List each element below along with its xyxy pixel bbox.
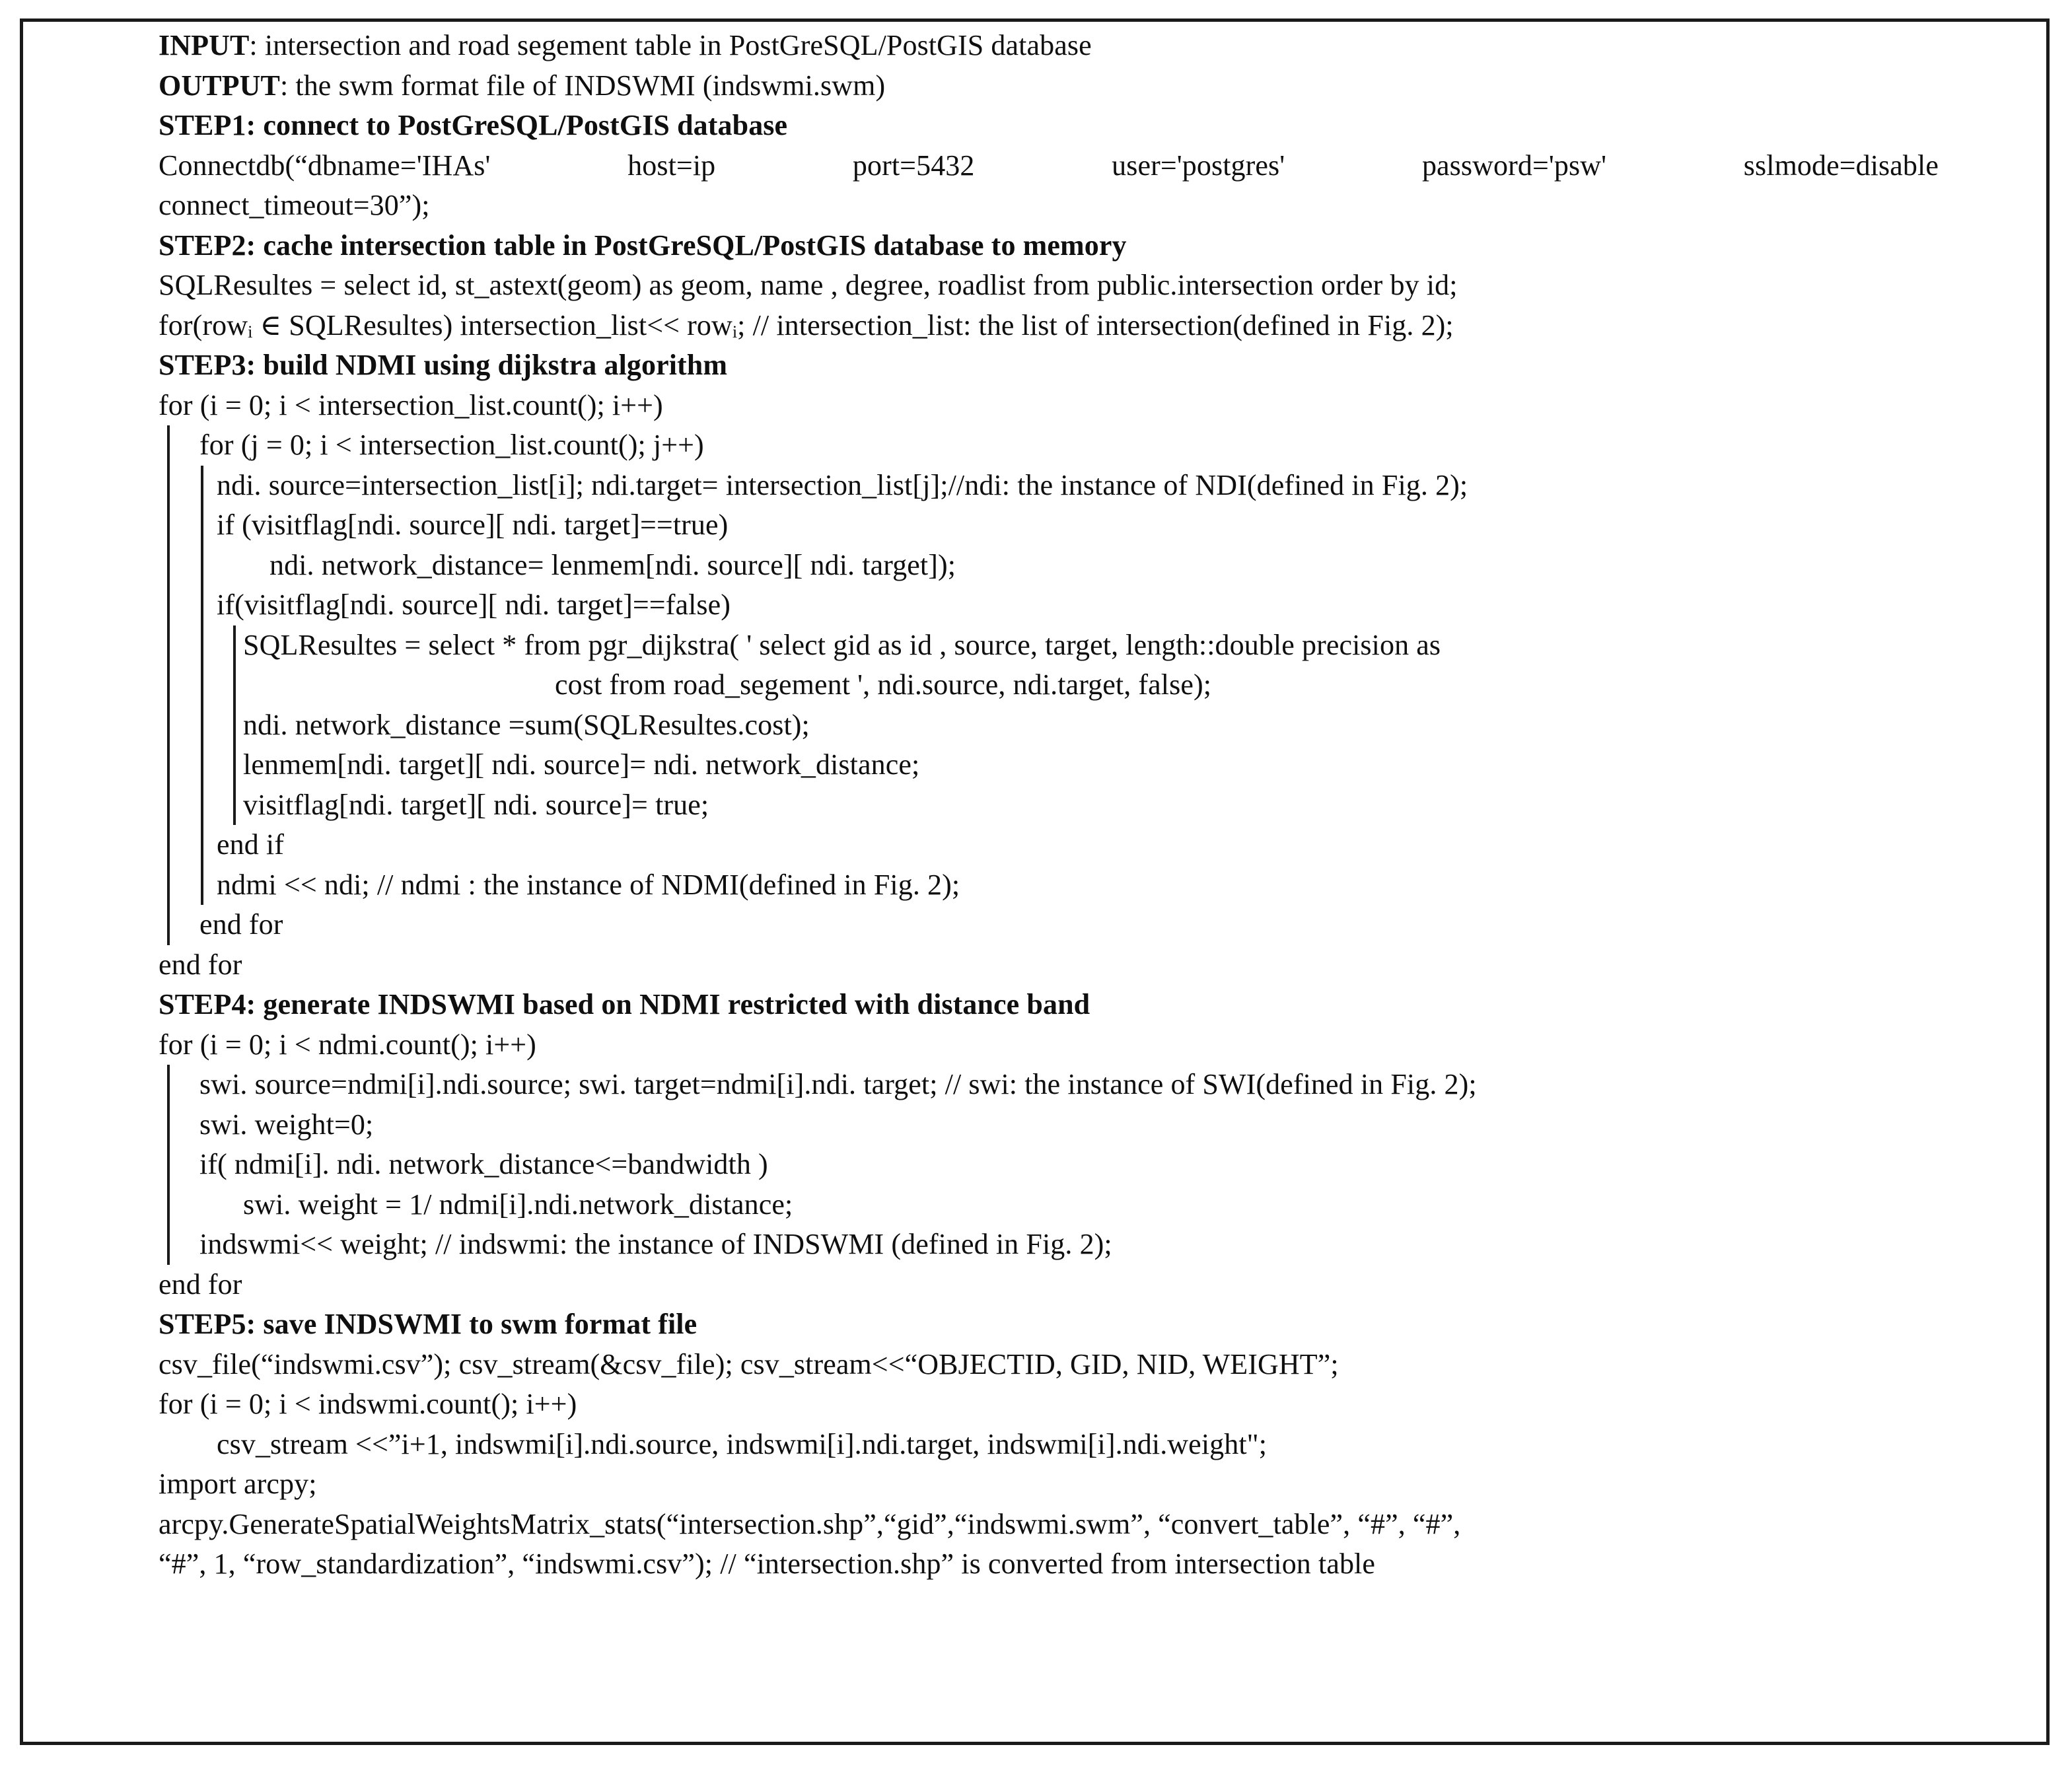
step5-line-import-arcpy: import arcpy;	[159, 1468, 317, 1500]
step3-inner-for-body	[159, 466, 2041, 906]
connectdb-part-5: password='psw'	[1421, 149, 1607, 182]
step3-line-visitflag-assign: visitflag[ndi. target][ ndi. source]= true;	[243, 788, 709, 821]
step3-line-network-distance-lenmem: ndi. network_distance= lenmem[ndi. source][ ndi. target]);	[269, 548, 956, 581]
step3-line-ndmi-push: ndmi << ndi; // ndmi : the instance of NDMI(defined in Fig. 2);	[217, 868, 960, 901]
step4-line-if-bandwidth: if( ndmi[i]. ndi. network_distance<=bandwidth )	[199, 1148, 768, 1180]
step5-header: STEP5: save INDSWMI to swm format file	[159, 1308, 697, 1340]
line-connectdb	[159, 146, 1939, 186]
connectdb-part-6: sslmode=disable	[1743, 149, 1939, 182]
step2-line-2: for(rowᵢ ∈ SQLResultes) intersection_list<< rowᵢ; // intersection_list: the list of intersection(defined in Fig. 2);	[159, 308, 1454, 341]
step3-outer-for: for (i = 0; i < intersection_list.count(); i++)	[159, 388, 663, 421]
connectdb-part-1: Connectdb(“dbname='IHAs'	[159, 149, 491, 182]
pseudocode-listing	[159, 26, 2041, 1585]
connectdb-part-3: port=5432	[852, 149, 975, 182]
step3-line-sql-dijkstra: SQLResultes = select * from pgr_dijkstra( ' select gid as id , source, target, length::double precision as	[243, 628, 1441, 661]
step5-line-csv-file: csv_file(“indswmi.csv”); csv_stream(&csv_file); csv_stream<<“OBJECTID, GID, NID, WEIGHT”;	[159, 1347, 1339, 1380]
step4-line-swi-weight-zero: swi. weight=0;	[199, 1108, 374, 1141]
step4-header: STEP4: generate INDSWMI based on NDMI restricted with distance band	[159, 988, 1090, 1020]
step3-if-false-body	[159, 625, 2041, 826]
step4-line-swi-weight-inverse: swi. weight = 1/ ndmi[i].ndi.network_distance;	[243, 1188, 793, 1221]
step3-outer-for-body	[159, 425, 2041, 945]
connectdb-part-4: user='postgres'	[1112, 149, 1285, 182]
line-output	[159, 66, 2041, 106]
step4-line-swi-source: swi. source=ndmi[i].ndi.source; swi. target=ndmi[i].ndi. target; // swi: the instance of SWI(defined in Fig. 2);	[199, 1068, 1477, 1100]
step4-for: for (i = 0; i < ndmi.count(); i++)	[159, 1028, 536, 1061]
step3-line-sql-dijkstra-cont: cost from road_segement ', ndi.source, ndi.target, false);	[555, 668, 1212, 701]
step4-line-end-for: end for	[159, 1267, 242, 1301]
step2-line-1: SQLResultes = select id, st_astext(geom) as geom, name , degree, roadlist from public.intersection order by id;	[159, 269, 1458, 301]
step3-header: STEP3: build NDMI using dijkstra algorithm	[159, 349, 728, 381]
output-text: : the swm format file of INDSWMI (indswmi.swm)	[279, 69, 886, 102]
step3-inner-for: for (j = 0; i < intersection_list.count(); j++)	[199, 429, 704, 461]
connectdb-part-2: host=ip	[627, 149, 716, 182]
step4-line-indswmi-push: indswmi<< weight; // indswmi: the instance of INDSWMI (defined in Fig. 2);	[199, 1228, 1112, 1260]
input-text: : intersection and road segement table in PostGreSQL/PostGIS database	[249, 29, 1092, 61]
line-connectdb-cont: connect_timeout=30”);	[159, 189, 430, 221]
step3-line-end-for-inner: end for	[199, 908, 283, 941]
step5-line-arcpy-call: arcpy.GenerateSpatialWeightsMatrix_stats(“intersection.shp”,“gid”,“indswmi.swm”, “convert_table”, “#”, “#”,	[159, 1507, 1461, 1540]
step3-line-if-false: if(visitflag[ndi. source][ ndi. target]==false)	[217, 589, 731, 621]
step5-line-arcpy-call-cont: “#”, 1, “row_standardization”, “indswmi.csv”); // “intersection.shp” is converted from intersection table	[159, 1548, 1375, 1580]
output-label: OUTPUT	[159, 69, 280, 102]
algorithm-pseudocode-box	[20, 18, 2050, 1745]
step3-line-lenmem-assign: lenmem[ndi. target][ ndi. source]= ndi. network_distance;	[243, 748, 920, 781]
step3-line-end-if: end if	[217, 828, 285, 861]
step3-line-end-for-outer: end for	[159, 948, 242, 981]
step3-line-sum-cost: ndi. network_distance =sum(SQLResultes.cost);	[243, 708, 810, 741]
step2-header: STEP2: cache intersection table in PostGreSQL/PostGIS database to memory	[159, 229, 1127, 262]
step5-line-csv-stream: csv_stream <<”i+1, indswmi[i].ndi.source, indswmi[i].ndi.target, indswmi[i].ndi.weight";	[217, 1427, 1268, 1460]
step5-line-for: for (i = 0; i < indswmi.count(); i++)	[159, 1388, 577, 1420]
step4-for-body	[159, 1065, 2041, 1265]
step3-line-ndi-source: ndi. source=intersection_list[i]; ndi.target= intersection_list[j];//ndi: the instance of NDI(defined in Fig. 2);	[217, 468, 1468, 501]
step1-header: STEP1: connect to PostGreSQL/PostGIS database	[159, 109, 788, 141]
input-label: INPUT	[159, 29, 250, 61]
line-input	[159, 26, 2041, 66]
step3-line-if-true: if (visitflag[ndi. source][ ndi. target]==true)	[217, 509, 729, 541]
